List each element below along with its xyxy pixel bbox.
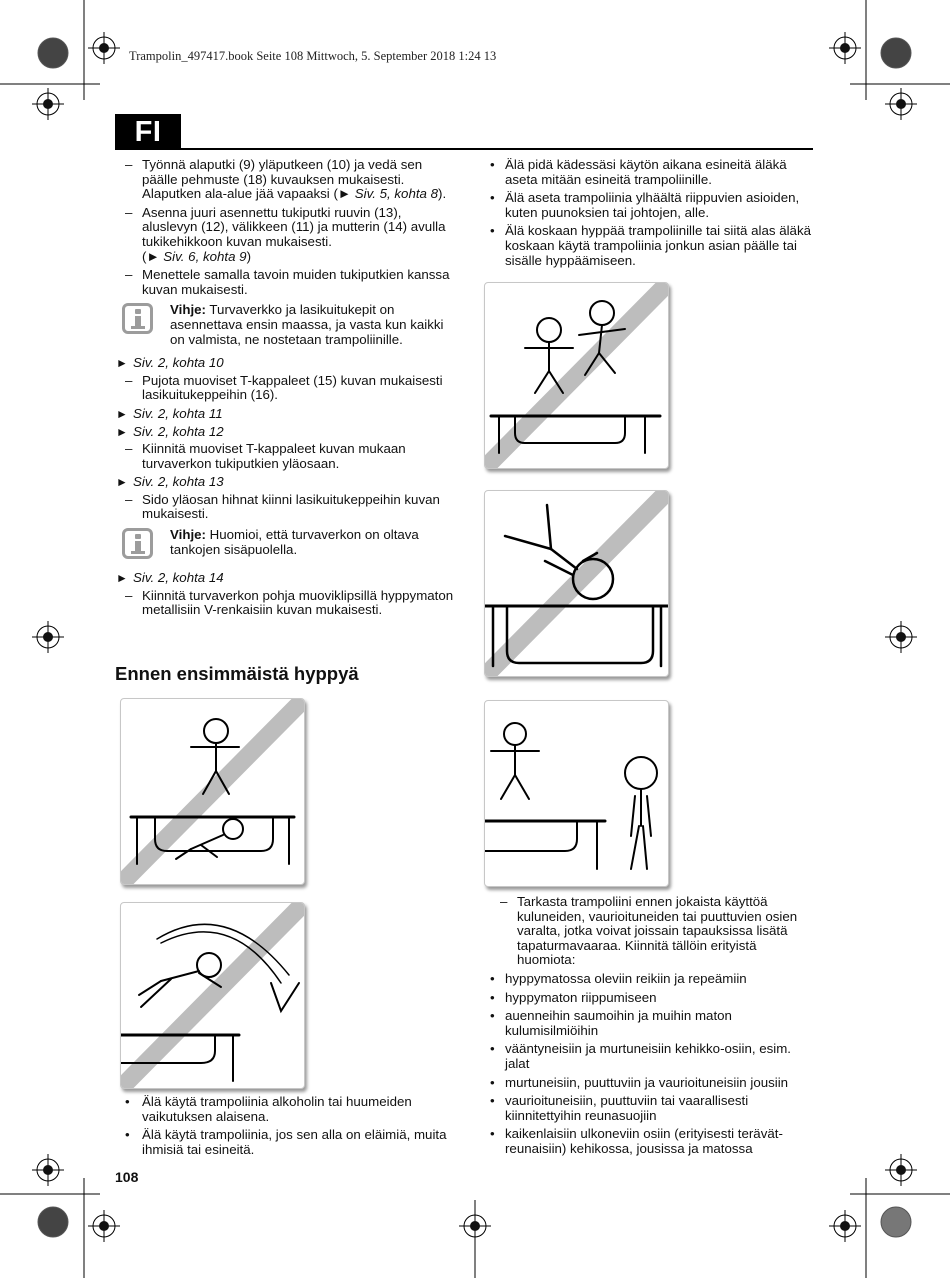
info-icon (122, 303, 153, 334)
step-mount-support: – Asenna juuri asennettu tukiputki ruuvin (13), aluslevyn (12), välikkeen (11) ja mutterin (14) avulla tukikehikkoon kuvan mukaisesti. (► Siv. 6, kohta 9) (125, 204, 446, 264)
header-rule (181, 148, 813, 150)
hint-box: Vihje: Turvaverkko ja lasikuitukepit on asennettava ensin maassa, ja vasta kun kaikki on valmista, ne nostetaan trampoliinille. (115, 303, 455, 347)
pictogram-supervision (484, 700, 669, 887)
step-net-bottom: – Kiinnitä turvaverkon pohja muoviklipsillä hyppymaton metallisiin V-renkaisiin kuvan mukaisesti. (125, 587, 454, 618)
list-item: • auenneihin saumoihin ja muihin maton kulumisilmiöihin (490, 1008, 732, 1038)
black-triangle-right-icon: ► (116, 406, 128, 421)
step-other-supports: – Menettele samalla tavoin muiden tukiputkien kanssa kuvan mukaisesti. (125, 267, 450, 297)
prohibition-pictogram-flip-off (120, 902, 305, 1089)
left-column (115, 158, 455, 622)
inspection-checklist (490, 895, 815, 1161)
hint-box: Vihje: Huomioi, että turvaverkon on oltava tankojen sisäpuolella. (115, 528, 455, 562)
bottom-left-list (115, 1095, 455, 1161)
page-number: 108 (115, 1169, 139, 1185)
page-reference: ► Siv. 2, kohta 14 (116, 570, 224, 586)
inspection-intro: – Tarkasta trampoliini ennen jokaista käyttöä kuluneiden, vaurioituneiden tai puuttuvien osien varalta, jotka voivat joissain tapauksissa lisätä tapaturmavaaraa. Kiinnitä tällöin erityistä huomiota: (500, 894, 798, 968)
list-item: • vääntyneisiin ja murtuneisiin kehikko-osiin, esim. jalat (490, 1041, 792, 1071)
page-reference: ► Siv. 2, kohta 12 (116, 423, 224, 439)
print-header: Trampolin_497417.book Seite 108 Mittwoch, 5. September 2018 1:24 13 (129, 49, 497, 63)
page-reference: ► Siv. 2, kohta 13 (116, 474, 224, 490)
black-triangle-right-icon: ► (116, 571, 128, 586)
list-item: • Älä käytä trampoliinia, jos sen alla on eläimiä, muita ihmisiä tai esineitä. (125, 1127, 447, 1157)
step-insert-tube: – Työnnä alaputki (9) yläputkeen (10) ja vedä sen päälle pehmuste (18) kuvauksen mukaisesti. Alaputken ala-alue jää vapaaksi (► Siv. 5, kohta 8). (125, 157, 447, 202)
right-column (490, 158, 815, 272)
language-badge: FI (115, 114, 181, 150)
black-triangle-right-icon: ► (116, 475, 128, 490)
page-reference: ► Siv. 2, kohta 11 (116, 405, 223, 421)
page-reference: ► Siv. 2, kohta 10 (116, 355, 224, 371)
list-item: • vaurioituneisiin, puuttuviin tai vaarallisesti kiinnitettyihin reunasuojiin (490, 1093, 749, 1123)
list-item: • kaikenlaisiin ulkoneviin osiin (erityisesti terävätreunaisiin) kehikossa, jousissa ja matossa (490, 1126, 783, 1156)
list-item: • murtuneisiin, puuttuviin ja vaurioituneisiin jousiin (490, 1074, 789, 1090)
list-item: • Älä pidä kädessäsi käytön aikana esineitä äläkä aseta mitään esineitä trampoliinille. (490, 157, 787, 187)
list-item: • Älä aseta trampoliinia ylhäältä riippuvien asioiden, kuten puunoksien tai johtojen, alle. (490, 190, 800, 220)
black-triangle-right-icon: ► (116, 356, 128, 371)
list-item: • Älä käytä trampoliinia alkoholin tai huumeiden vaikutuksen alaisena. (125, 1094, 412, 1124)
step-attach-t-pieces: – Kiinnitä muoviset T-kappaleet kuvan mukaan turvaverkon tukiputkien yläosaan. (125, 441, 406, 471)
info-icon (122, 528, 153, 559)
step-t-pieces: – Pujota muoviset T-kappaleet (15) kuvan mukaisesti lasikuitukeppeihin (16). (125, 372, 443, 403)
list-item: • hyppymatossa oleviin reikiin ja repeämiin (490, 970, 747, 986)
prohibition-pictogram-person-under (120, 698, 305, 885)
list-item: • hyppymaton riippumiseen (490, 989, 657, 1005)
prohibition-pictogram-somersault (484, 490, 669, 677)
black-triangle-right-icon: ► (116, 424, 128, 439)
list-item: • Älä koskaan hyppää trampoliinille tai siitä alas äläkä koskaan käytä trampoliinia jonkun asian päälle tai sisälle hyppäämiseen. (490, 223, 811, 268)
prohibition-pictogram-jumping-together (484, 282, 669, 469)
step-tie-straps: – Sido yläosan hihnat kiinni lasikuitukeppeihin kuvan mukaisesti. (125, 491, 440, 522)
section-title: Ennen ensimmäistä hyppyä (115, 663, 359, 684)
